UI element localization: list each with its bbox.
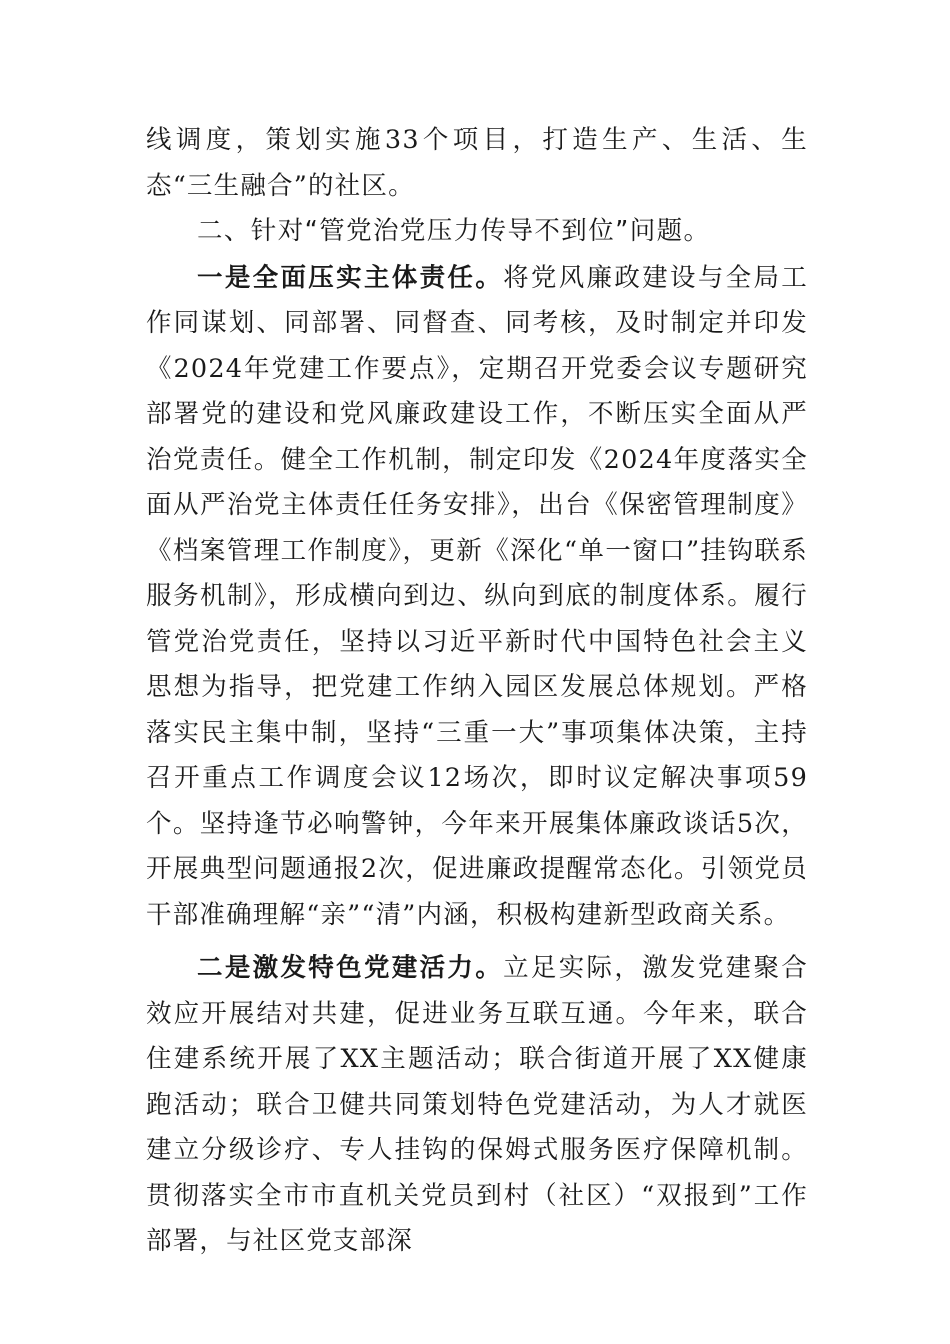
section-heading: 二、针对“管党治党压力传导不到位”问题。 [197,216,711,246]
paragraph-body: 将党风廉政建设与全局工作同谋划、同部署、同督查、同考核，及时制定并印发《2024年党建工作要点》，定期召开党委会议专题研究部署党的建设和党风廉政建设工作，不断压实全面从严治党责任。健全工作机制，制定印发《2024年度落实全面从严治党主体责任任务安排》，出台《保密管理制度》《档案管理工作制度》，更新《深化“单一窗口”挂钩联系服务机制》，形成横向到边、纵向到底的制度体系。履行管党治党责任，坚持以习近平新时代中国特色社会主义思想为指导，把党建工作纳入园区发展总体规划。严格落实民主集中制，坚持“三重一大”事项集体决策，主持召开重点工作调度会议12场次，即时议定解决事项59个。坚持逢节必响警钟，今年来开展集体廉政谈话5次，开展典型问题通报2次，促进廉政提醒常态化。引领党员干部准确理解“亲”“清”内涵，积极构建新型政商关系。 [146,262,808,930]
paragraph-main-responsibility [146,256,808,939]
paragraph-lead: 一是全面压实主体责任。 [197,262,504,293]
paragraph-lead: 二是激发特色党建活力。 [197,953,504,983]
paragraph-party-building-vitality [146,946,808,1265]
paragraph-body: 立足实际，激发党建聚合效应开展结对共建，促进业务互联互通。今年来，联合住建系统开展了XX主题活动；联合街道开展了XX健康跑活动；联合卫健共同策划特色党建活动，为人才就医建立分级诊疗、专人挂钩的保姆式服务医疗保障机制。贯彻落实全市市直机关党员到村（社区）“双报到”工作部署，与社区党支部深 [146,953,808,1256]
intro-paragraph: 线调度，策划实施33个项目，打造生产、生活、生态“三生融合”的社区。 [146,125,808,201]
document-body [146,118,808,1265]
